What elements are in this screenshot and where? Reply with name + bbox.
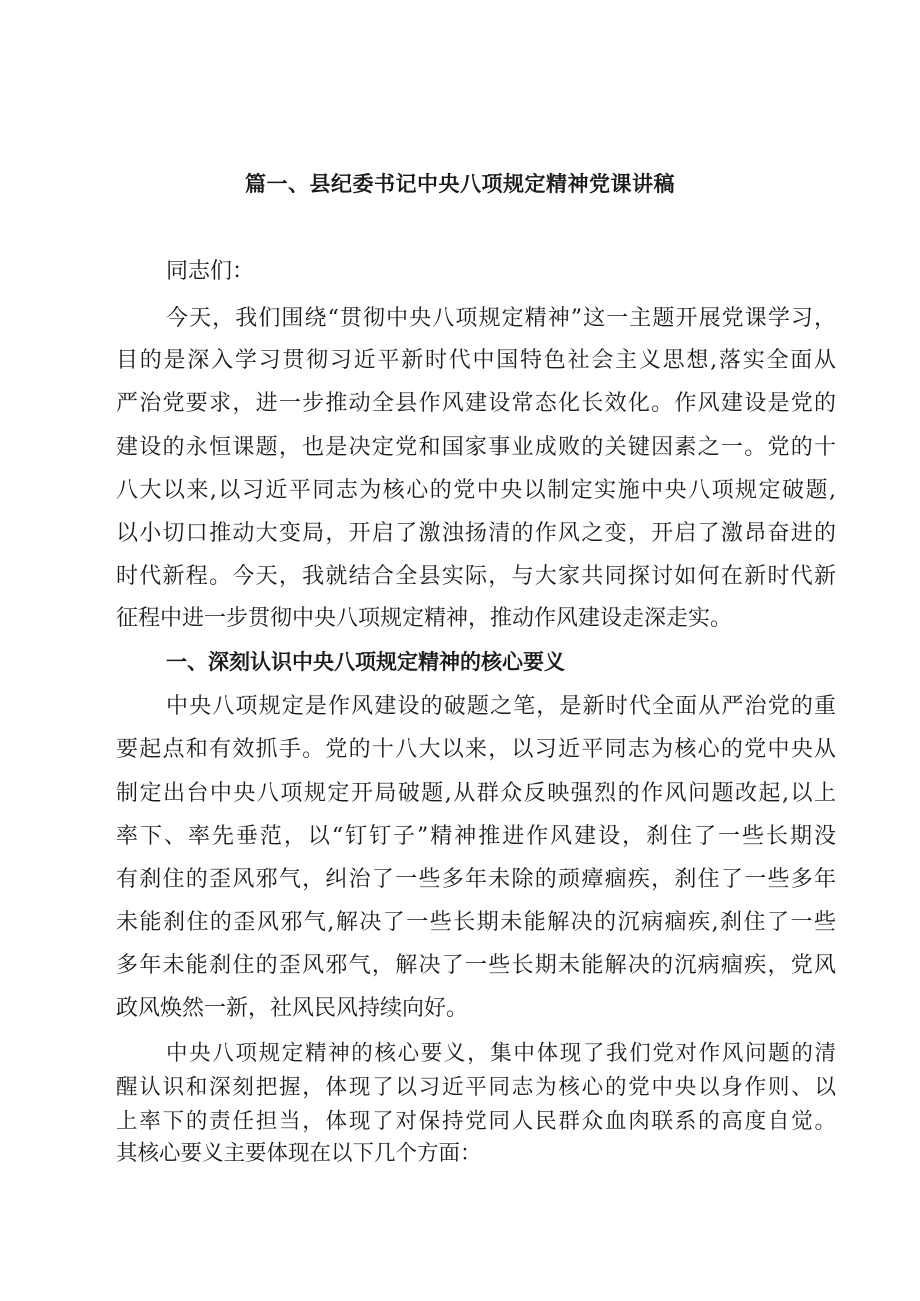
paragraph-line: 未能刹住的歪风邪气,解决了一些长期未能解决的沉病痼疾,刹住了一些 bbox=[116, 910, 836, 935]
paragraph-line: 今天，我们围绕“贯彻中央八项规定精神”这一主题开展党课学习， bbox=[166, 306, 836, 331]
greeting: 同志们： bbox=[166, 259, 255, 284]
paragraph-line: 多年未能刹住的歪风邪气，解决了一些长期未能解决的沉病痼疾，党风 bbox=[116, 953, 836, 978]
paragraph-line: 醒认识和深刻把握，体现了以习近平同志为核心的党中央以身作则、以 bbox=[116, 1075, 836, 1100]
paragraph-line: 要起点和有效抓手。党的十八大以来，以习近平同志为核心的党中央从 bbox=[116, 737, 836, 762]
paragraph-line: 时代新程。今天，我就结合全县实际，与大家共同探讨如何在新时代新 bbox=[116, 564, 836, 589]
paragraph-line: 征程中进一步贯彻中央八项规定精神，推动作风建设走深走实。 bbox=[116, 606, 733, 631]
section-heading: 一、深刻认识中央八项规定精神的核心要义 bbox=[166, 650, 565, 674]
paragraph-line: 中央八项规定精神的核心要义，集中体现了我们党对作风问题的清 bbox=[166, 1041, 836, 1066]
paragraph-line: 制定出台中央八项规定开局破题,从群众反映强烈的作风问题改起,以上 bbox=[116, 781, 836, 806]
paragraph-line: 目的是深入学习贯彻习近平新时代中国特色社会主义思想,落实全面从 bbox=[116, 348, 836, 373]
paragraph-line: 以小切口推动大变局，开启了激浊扬清的作风之变，开启了激昂奋进的 bbox=[116, 521, 836, 546]
paragraph-line: 中央八项规定是作风建设的破题之笔，是新时代全面从严治党的重 bbox=[166, 694, 836, 719]
paragraph-line: 严治党要求，进一步推动全县作风建设常态化长效化。作风建设是党的 bbox=[116, 391, 836, 416]
document-title: 篇一、县纪委书记中央八项规定精神党课讲稿 bbox=[245, 172, 675, 196]
paragraph-line: 率下、率先垂范，以“钉钉子”精神推进作风建设，刹住了一些长期没 bbox=[116, 824, 836, 849]
paragraph-line: 八大以来,以习近平同志为核心的党中央以制定实施中央八项规定破题, bbox=[116, 478, 836, 503]
paragraph-line: 有刹住的歪风邪气，纠治了一些多年未除的顽瘴痼疾，刹住了一些多年 bbox=[116, 867, 836, 892]
paragraph-line: 政风焕然一新，社风民风持续向好。 bbox=[116, 996, 469, 1021]
paragraph-line: 其核心要义主要体现在以下几个方面： bbox=[116, 1141, 482, 1166]
paragraph-line: 上率下的责任担当，体现了对保持党同人民群众血肉联系的高度自觉。 bbox=[116, 1109, 836, 1134]
paragraph-line: 建设的永恒课题，也是决定党和国家事业成败的关键因素之一。党的十 bbox=[116, 435, 836, 460]
